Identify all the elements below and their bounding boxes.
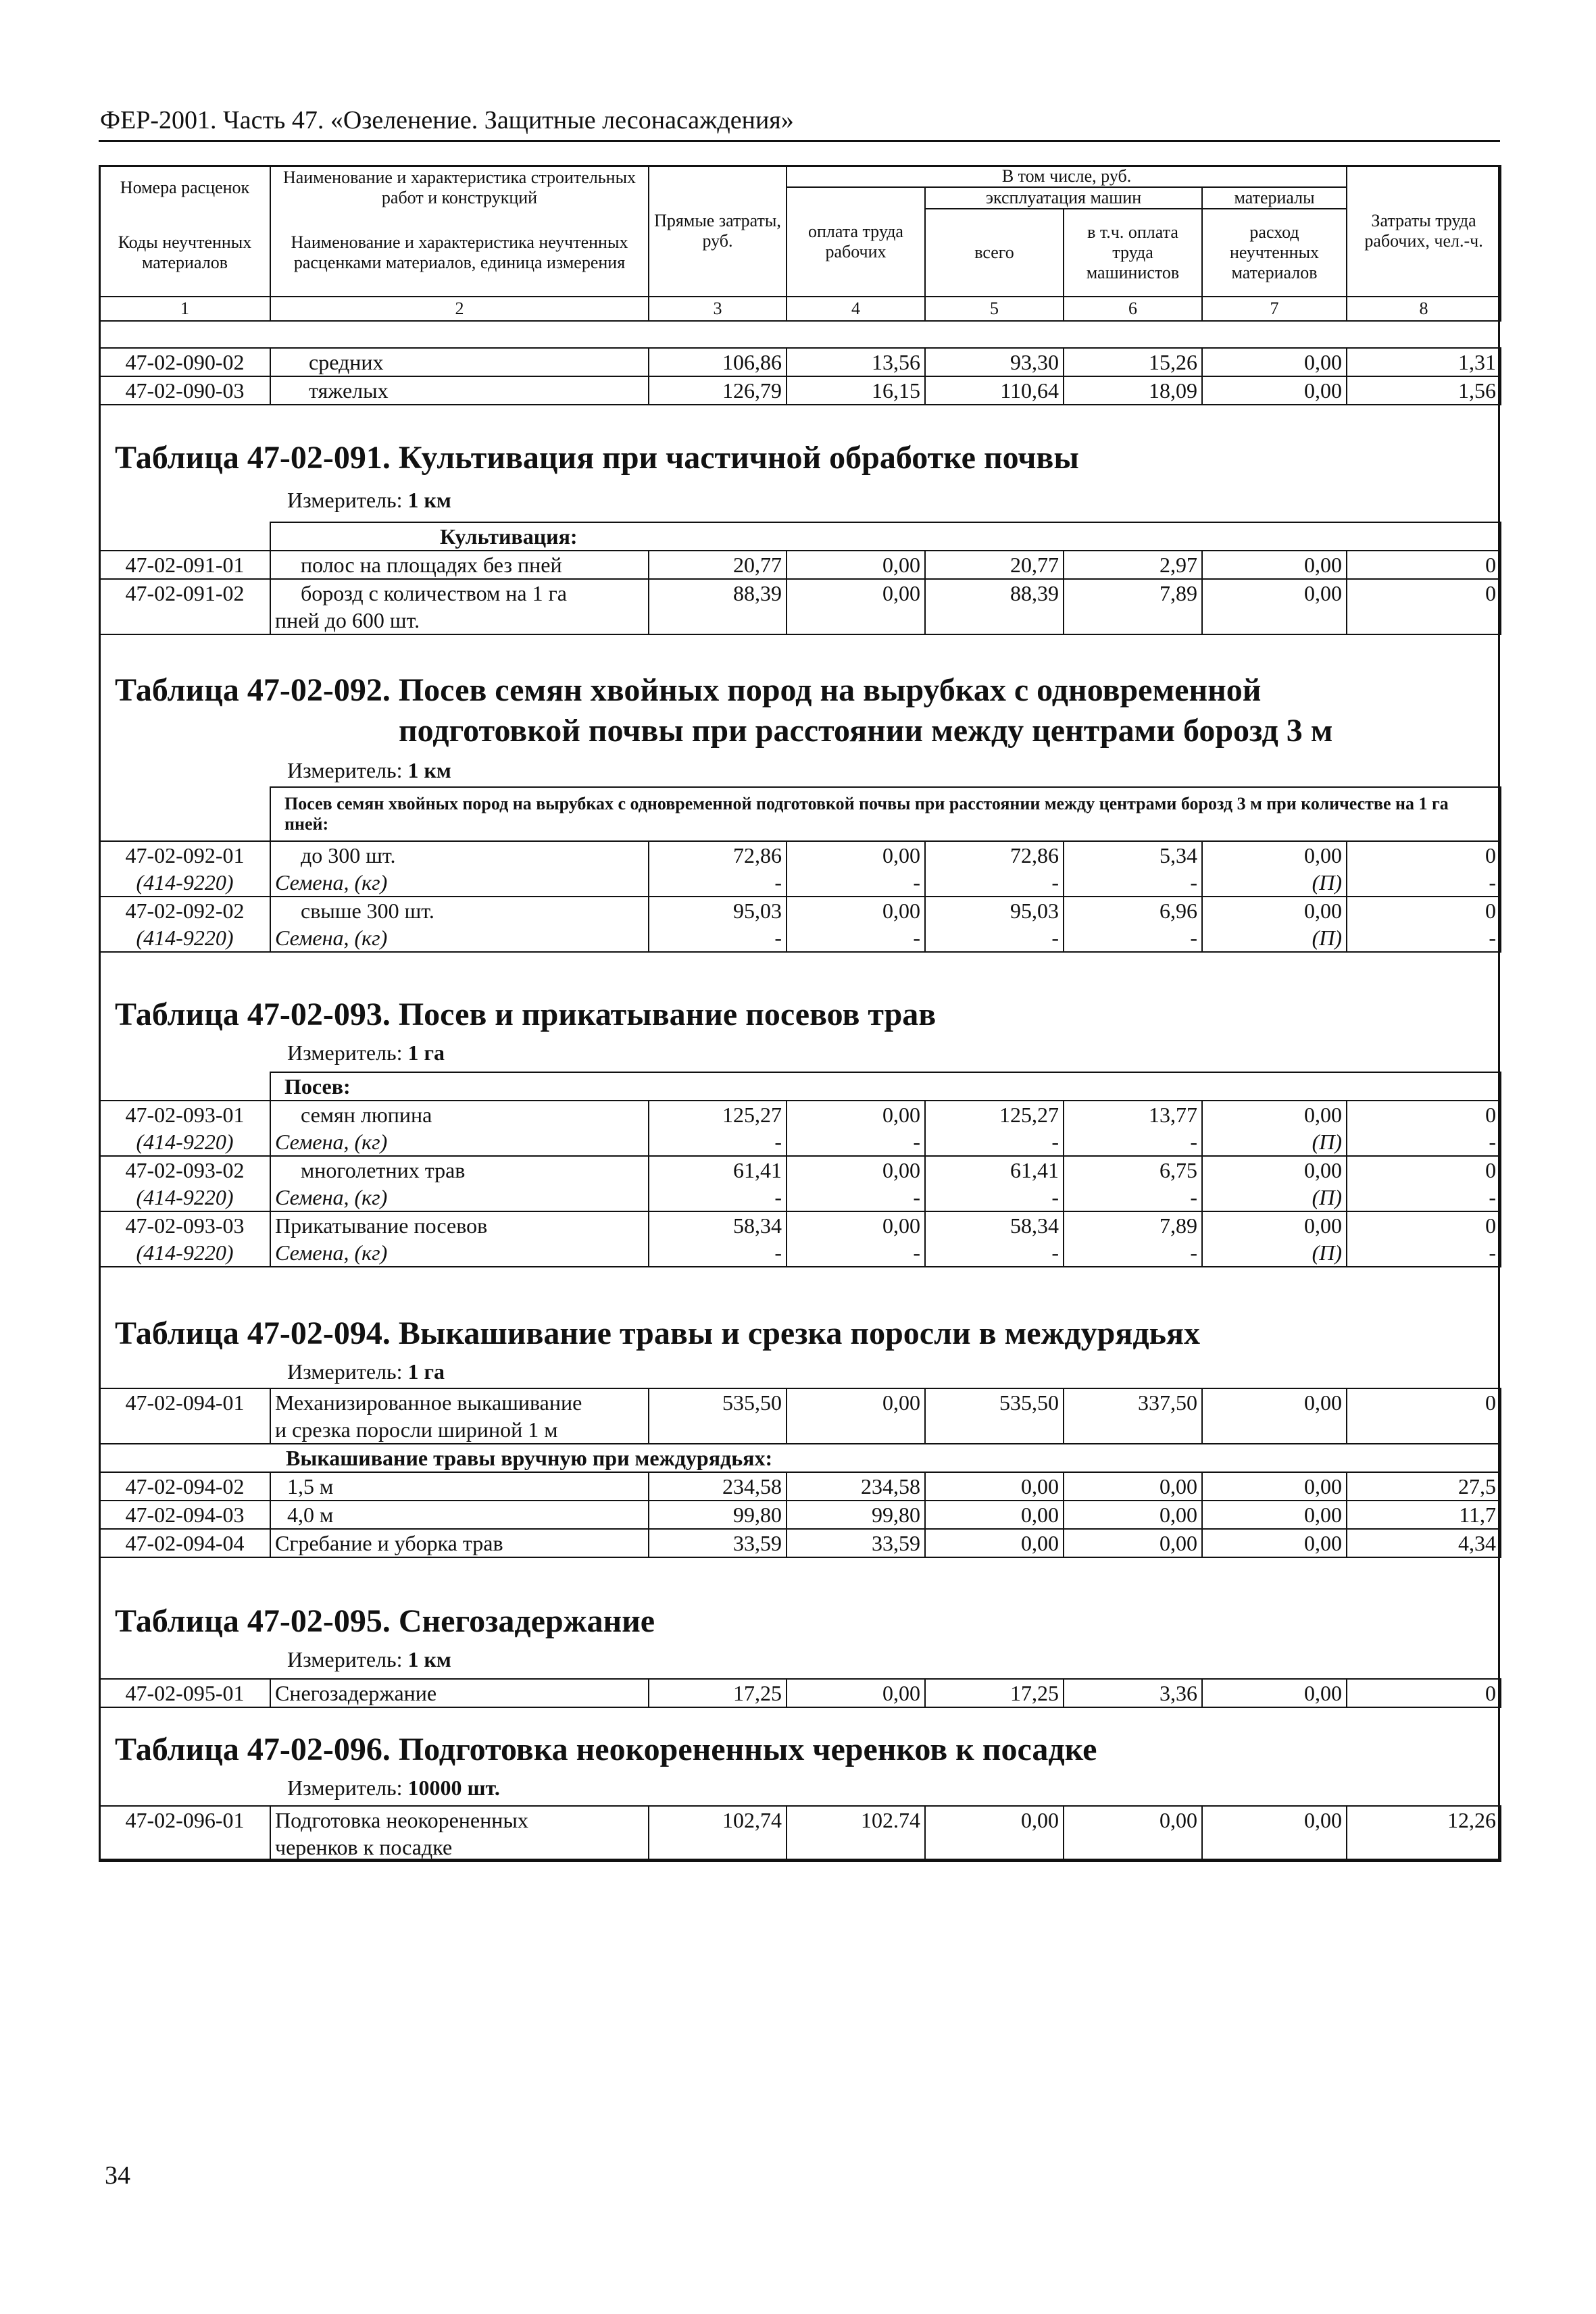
- materials: 0,00: [1202, 1101, 1347, 1128]
- col-machines-total: всего: [925, 209, 1064, 297]
- material-mark: (П): [1202, 1128, 1347, 1156]
- table-094: [99, 1388, 1501, 1558]
- materials: 0,00: [1202, 1211, 1347, 1239]
- table-094-title: Таблица 47-02-094. Выкашивание травы и срезка поросли в междурядьях: [115, 1315, 1200, 1351]
- labor-hours: 0: [1347, 1679, 1501, 1707]
- dash: -: [787, 1239, 925, 1267]
- machines-total: 535,50: [925, 1388, 1064, 1444]
- rate-code: 47-02-094-01: [99, 1388, 270, 1444]
- dash: -: [787, 869, 925, 897]
- materials: 0,00: [1202, 1156, 1347, 1184]
- machinist-pay: 0,00: [1064, 1529, 1202, 1557]
- col-including: В том числе, руб.: [787, 166, 1347, 187]
- table-row: [99, 348, 1501, 376]
- col-number: 1: [99, 297, 270, 321]
- table-095-title: Таблица 47-02-095. Снегозадержание: [115, 1603, 655, 1639]
- labor-pay: 0,00: [787, 551, 925, 579]
- table-row: [99, 1806, 1501, 1861]
- machinist-pay: 6,75: [1064, 1156, 1202, 1184]
- material-row: [99, 1239, 1501, 1267]
- group-row: [99, 522, 1501, 551]
- material-name: Семена, (кг): [270, 1128, 649, 1156]
- table-row: [99, 1679, 1501, 1707]
- materials: 0,00: [1202, 348, 1347, 376]
- col-number: 6: [1064, 297, 1202, 321]
- machinist-pay: 7,89: [1064, 579, 1202, 634]
- material-row: [99, 1184, 1501, 1211]
- page-header: ФЕР-2001. Часть 47. «Озеленение. Защитные лесонасаждения»: [100, 106, 794, 134]
- direct-cost: 33,59: [649, 1529, 787, 1557]
- machinist-pay: 2,97: [1064, 551, 1202, 579]
- table-row: [99, 1101, 1501, 1128]
- labor-pay: 0,00: [787, 1388, 925, 1444]
- table-095: [99, 1678, 1501, 1708]
- direct-cost: 61,41: [649, 1156, 787, 1184]
- machines-total: 0,00: [925, 1472, 1064, 1501]
- materials: 0,00: [1202, 1806, 1347, 1861]
- labor-hours: 1,31: [1347, 348, 1501, 376]
- labor-hours: 0: [1347, 841, 1501, 869]
- machines-total: 0,00: [925, 1501, 1064, 1529]
- labor-hours: 0: [1347, 551, 1501, 579]
- machines-total: 17,25: [925, 1679, 1064, 1707]
- group-label: Посев:: [270, 1072, 1501, 1101]
- table-row: [99, 1211, 1501, 1239]
- col-name-bottom: Наименование и характеристика неучтенных расценками материалов, единица измерения: [270, 209, 649, 297]
- direct-cost: 58,34: [649, 1211, 787, 1239]
- direct-cost: 126,79: [649, 376, 787, 405]
- labor-pay: 0,00: [787, 897, 925, 924]
- col-labor-cost: Затраты труда рабочих, чел.-ч.: [1347, 166, 1501, 297]
- direct-cost: 125,27: [649, 1101, 787, 1128]
- group-row: [99, 1072, 1501, 1101]
- labor-hours: 0: [1347, 897, 1501, 924]
- col-machines: эксплуатация машин: [925, 187, 1202, 209]
- machines-total: 20,77: [925, 551, 1064, 579]
- dash: -: [1347, 1128, 1501, 1156]
- dash: -: [649, 924, 787, 952]
- material-row: [99, 924, 1501, 952]
- table-093-title: Таблица 47-02-093. Посев и прикатывание посевов трав: [115, 997, 937, 1032]
- col-number: 7: [1202, 297, 1347, 321]
- group-row: [99, 787, 1501, 841]
- col-materials: материалы: [1202, 187, 1347, 209]
- dash: -: [1347, 869, 1501, 897]
- labor-pay: 0,00: [787, 1679, 925, 1707]
- page-number: 34: [105, 2161, 130, 2190]
- work-name: 1,5 м: [270, 1472, 649, 1501]
- material-row: [99, 1128, 1501, 1156]
- material-mark: (П): [1202, 869, 1347, 897]
- dash: -: [787, 1128, 925, 1156]
- machinist-pay: 7,89: [1064, 1211, 1202, 1239]
- direct-cost: 88,39: [649, 579, 787, 634]
- table-092-measure: Измеритель: 1 км: [287, 758, 451, 782]
- col-name-top: Наименование и характеристика строительных работ и конструкций: [270, 166, 649, 209]
- group-label: Культивация:: [270, 522, 1501, 551]
- work-name: до 300 шт.: [270, 841, 649, 869]
- direct-cost: 99,80: [649, 1501, 787, 1529]
- material-name: Семена, (кг): [270, 869, 649, 897]
- machinist-pay: 0,00: [1064, 1806, 1202, 1861]
- group-label: Посев семян хвойных пород на вырубках с одновременной подготовкой почвы при расстоянии между центрами борозд 3 м при количестве на 1 га пней:: [270, 787, 1501, 841]
- direct-cost: 72,86: [649, 841, 787, 869]
- table-093: [99, 1072, 1501, 1267]
- material-code: (414-9220): [99, 1184, 270, 1211]
- table-row: [99, 376, 1501, 405]
- group-label: Выкашивание травы вручную при междурядьях:: [99, 1444, 1501, 1472]
- direct-cost: 234,58: [649, 1472, 787, 1501]
- table-094-measure: Измеритель: 1 га: [287, 1359, 445, 1384]
- dash: -: [1064, 1184, 1202, 1211]
- material-mark: (П): [1202, 924, 1347, 952]
- labor-pay: 99,80: [787, 1501, 925, 1529]
- rate-code: 47-02-093-03: [99, 1211, 270, 1239]
- machinist-pay: 13,77: [1064, 1101, 1202, 1128]
- work-name: борозд с количеством на 1 га пней до 600 шт.: [270, 579, 649, 634]
- col-number: 3: [649, 297, 787, 321]
- direct-cost: 95,03: [649, 897, 787, 924]
- work-name: Механизированное выкашивание и срезка поросли шириной 1 м: [270, 1388, 649, 1444]
- table-091-title: Таблица 47-02-091. Культивация при частичной обработке почвы: [115, 440, 1079, 476]
- col-direct: Прямые затраты, руб.: [649, 166, 787, 297]
- dash: -: [649, 1239, 787, 1267]
- dash: -: [925, 869, 1064, 897]
- col-materials-sub: расход неучтенных материалов: [1202, 209, 1347, 297]
- direct-cost: 106,86: [649, 348, 787, 376]
- material-name: Семена, (кг): [270, 924, 649, 952]
- col-code-top: Номера расценок: [99, 166, 270, 209]
- machines-total: 125,27: [925, 1101, 1064, 1128]
- table-096-title: Таблица 47-02-096. Подготовка неокорененных черенков к посадке: [115, 1732, 1097, 1767]
- machines-total: 95,03: [925, 897, 1064, 924]
- machinist-pay: 337,50: [1064, 1388, 1202, 1444]
- work-name: Подготовка неокорененных черенков к посадке: [270, 1806, 649, 1861]
- dash: -: [1064, 1128, 1202, 1156]
- machinist-pay: 5,34: [1064, 841, 1202, 869]
- table-row: [99, 1472, 1501, 1501]
- material-name: Семена, (кг): [270, 1184, 649, 1211]
- table-row: [99, 579, 1501, 634]
- col-labor-pay: оплата труда рабочих: [787, 187, 925, 297]
- direct-cost: 535,50: [649, 1388, 787, 1444]
- rate-code: 47-02-096-01: [99, 1806, 270, 1861]
- table-row: [99, 1388, 1501, 1444]
- materials: 0,00: [1202, 1501, 1347, 1529]
- materials: 0,00: [1202, 579, 1347, 634]
- materials: 0,00: [1202, 1679, 1347, 1707]
- table-row: [99, 1156, 1501, 1184]
- rate-code: 47-02-091-02: [99, 579, 270, 634]
- direct-cost: 17,25: [649, 1679, 787, 1707]
- dash: -: [1347, 1239, 1501, 1267]
- table-row: [99, 897, 1501, 924]
- material-mark: (П): [1202, 1184, 1347, 1211]
- material-mark: (П): [1202, 1239, 1347, 1267]
- work-name: семян люпина: [270, 1101, 649, 1128]
- machines-total: 61,41: [925, 1156, 1064, 1184]
- labor-hours: 27,5: [1347, 1472, 1501, 1501]
- work-name: 4,0 м: [270, 1501, 649, 1529]
- labor-pay: 234,58: [787, 1472, 925, 1501]
- labor-hours: 4,34: [1347, 1529, 1501, 1557]
- dash: -: [925, 1128, 1064, 1156]
- table-row: [99, 1529, 1501, 1557]
- table-091-measure: Измеритель: 1 км: [287, 488, 451, 512]
- rate-code: 47-02-092-02: [99, 897, 270, 924]
- work-name: полос на площадях без пней: [270, 551, 649, 579]
- machinist-pay: 3,36: [1064, 1679, 1202, 1707]
- material-row: [99, 869, 1501, 897]
- dash: -: [649, 869, 787, 897]
- group-row: [99, 1444, 1501, 1472]
- labor-hours: 11,7: [1347, 1501, 1501, 1529]
- material-code: (414-9220): [99, 1239, 270, 1267]
- labor-pay: 16,15: [787, 376, 925, 405]
- column-header-table: [99, 165, 1501, 322]
- rate-code: 47-02-095-01: [99, 1679, 270, 1707]
- machines-total: 110,64: [925, 376, 1064, 405]
- table-095-measure: Измеритель: 1 км: [287, 1647, 451, 1671]
- machinist-pay: 0,00: [1064, 1472, 1202, 1501]
- material-code: (414-9220): [99, 1128, 270, 1156]
- rate-code: 47-02-094-03: [99, 1501, 270, 1529]
- dash: -: [787, 1184, 925, 1211]
- dash: -: [1064, 1239, 1202, 1267]
- rate-code: 47-02-094-04: [99, 1529, 270, 1557]
- labor-hours: 0: [1347, 1156, 1501, 1184]
- material-code: (414-9220): [99, 869, 270, 897]
- labor-pay: 13,56: [787, 348, 925, 376]
- materials: 0,00: [1202, 376, 1347, 405]
- machines-total: 93,30: [925, 348, 1064, 376]
- rate-code: 47-02-094-02: [99, 1472, 270, 1501]
- rate-code: 47-02-090-03: [99, 376, 270, 405]
- machinist-pay: 15,26: [1064, 348, 1202, 376]
- labor-pay: 0,00: [787, 1101, 925, 1128]
- table-092-title: Таблица 47-02-092. Посев семян хвойных пород на вырубках с одновременной: [115, 672, 1262, 708]
- col-code-bottom: Коды неучтенных материалов: [99, 209, 270, 297]
- table-096: [99, 1805, 1501, 1862]
- col-machinist-pay: в т.ч. оплата труда машинистов: [1064, 209, 1202, 297]
- materials: 0,00: [1202, 1388, 1347, 1444]
- labor-hours: 12,26: [1347, 1806, 1501, 1861]
- table-092: [99, 786, 1501, 953]
- work-name: многолетних трав: [270, 1156, 649, 1184]
- dash: -: [1347, 924, 1501, 952]
- machines-total: 58,34: [925, 1211, 1064, 1239]
- work-name: средних: [270, 348, 649, 376]
- rate-code: 47-02-090-02: [99, 348, 270, 376]
- materials: 0,00: [1202, 551, 1347, 579]
- labor-hours: 0: [1347, 1211, 1501, 1239]
- dash: -: [1064, 869, 1202, 897]
- work-name: Снегозадержание: [270, 1679, 649, 1707]
- labor-pay: 102.74: [787, 1806, 925, 1861]
- rate-code: 47-02-092-01: [99, 841, 270, 869]
- dash: -: [925, 1184, 1064, 1211]
- direct-cost: 20,77: [649, 551, 787, 579]
- labor-pay: 0,00: [787, 841, 925, 869]
- materials: 0,00: [1202, 897, 1347, 924]
- table-row: [99, 841, 1501, 869]
- direct-cost: 102,74: [649, 1806, 787, 1861]
- dash: -: [925, 1239, 1064, 1267]
- rate-code: 47-02-093-02: [99, 1156, 270, 1184]
- work-name: тяжелых: [270, 376, 649, 405]
- table-093-measure: Измеритель: 1 га: [287, 1040, 445, 1065]
- materials: 0,00: [1202, 1529, 1347, 1557]
- table-091: [99, 522, 1501, 635]
- header-rule: [99, 140, 1500, 142]
- col-number: 4: [787, 297, 925, 321]
- material-name: Семена, (кг): [270, 1239, 649, 1267]
- dash: -: [1064, 924, 1202, 952]
- machinist-pay: 18,09: [1064, 376, 1202, 405]
- table-090-rows: [99, 347, 1501, 405]
- material-code: (414-9220): [99, 924, 270, 952]
- col-number: 2: [270, 297, 649, 321]
- labor-pay: 0,00: [787, 579, 925, 634]
- dash: -: [787, 924, 925, 952]
- table-096-measure: Измеритель: 10000 шт.: [287, 1776, 500, 1800]
- labor-pay: 33,59: [787, 1529, 925, 1557]
- dash: -: [1347, 1184, 1501, 1211]
- labor-pay: 0,00: [787, 1156, 925, 1184]
- machines-total: 0,00: [925, 1806, 1064, 1861]
- dash: -: [649, 1128, 787, 1156]
- table-row: [99, 551, 1501, 579]
- dash: -: [649, 1184, 787, 1211]
- labor-hours: 0: [1347, 1101, 1501, 1128]
- col-number: 5: [925, 297, 1064, 321]
- machinist-pay: 6,96: [1064, 897, 1202, 924]
- labor-hours: 1,56: [1347, 376, 1501, 405]
- materials: 0,00: [1202, 841, 1347, 869]
- table-row: [99, 1501, 1501, 1529]
- labor-hours: 0: [1347, 579, 1501, 634]
- dash: -: [925, 924, 1064, 952]
- work-name: Сгребание и уборка трав: [270, 1529, 649, 1557]
- machinist-pay: 0,00: [1064, 1501, 1202, 1529]
- machines-total: 88,39: [925, 579, 1064, 634]
- work-name: свыше 300 шт.: [270, 897, 649, 924]
- col-number: 8: [1347, 297, 1501, 321]
- rate-code: 47-02-093-01: [99, 1101, 270, 1128]
- work-name: Прикатывание посевов: [270, 1211, 649, 1239]
- labor-hours: 0: [1347, 1388, 1501, 1444]
- table-092-title-cont: подготовкой почвы при расстоянии между центрами борозд 3 м: [399, 713, 1333, 749]
- labor-pay: 0,00: [787, 1211, 925, 1239]
- machines-total: 72,86: [925, 841, 1064, 869]
- materials: 0,00: [1202, 1472, 1347, 1501]
- machines-total: 0,00: [925, 1529, 1064, 1557]
- rate-code: 47-02-091-01: [99, 551, 270, 579]
